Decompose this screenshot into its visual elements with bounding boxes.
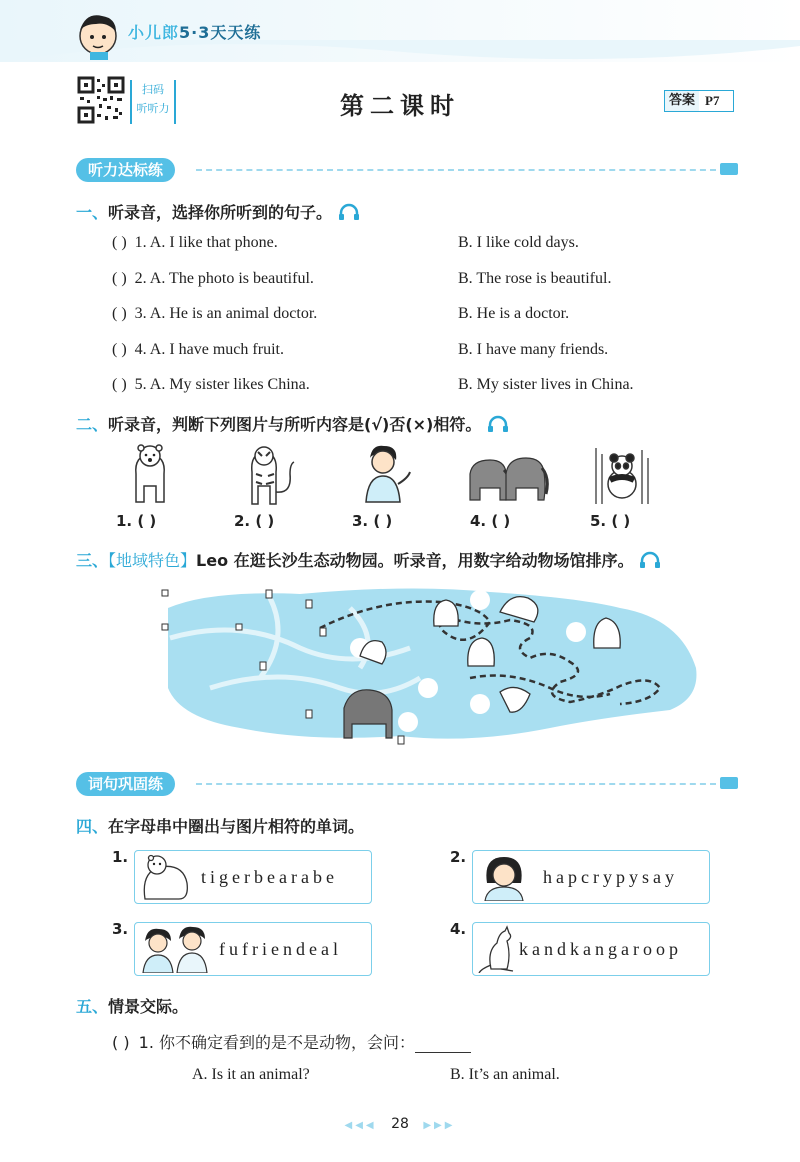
zoo-map <box>150 578 710 748</box>
elephant-icon <box>466 452 550 504</box>
section-banner-vocab: 词句巩固练 <box>76 772 740 796</box>
bear-icon <box>126 442 174 506</box>
q4-number-3: 3. <box>112 920 129 938</box>
headphones-icon[interactable] <box>639 551 661 569</box>
page-number: 28 <box>391 1116 409 1132</box>
q2-item-1[interactable]: 1. ( ) <box>116 512 157 530</box>
question-3-title: 三、【地域特色】Leo 在逛长沙生态动物园。听录音，用数字给动物场馆排序。 <box>76 548 661 571</box>
q2-item-2[interactable]: 2. ( ) <box>234 512 275 530</box>
q5-option-a: A. Is it an animal? <box>192 1066 310 1083</box>
friends-icon <box>139 925 215 973</box>
mascot-icon <box>72 8 124 60</box>
answer-blank[interactable]: ( ) <box>112 1033 130 1052</box>
q1-row-2-b: B. The rose is beautiful. <box>458 270 612 287</box>
q4-box-3[interactable]: fufriendeal <box>134 922 372 976</box>
q5-row-1: ( ) 1. 你不确定看到的是不是动物，会问： <box>112 1030 471 1053</box>
footer-dots-left-icon: ◀◀◀ <box>344 1120 377 1131</box>
q2-item-3[interactable]: 3. ( ) <box>352 512 393 530</box>
girl-icon <box>479 853 529 901</box>
q2-item-4[interactable]: 4. ( ) <box>470 512 511 530</box>
q1-row-5-b: B. My sister lives in China. <box>458 376 634 393</box>
q4-box-4[interactable]: kandkangaroop <box>472 922 710 976</box>
footer-dots-right-icon: ▶▶▶ <box>423 1120 456 1131</box>
q2-item-5[interactable]: 5. ( ) <box>590 512 631 530</box>
panda-icon <box>592 444 650 506</box>
q1-row-1: ( ) 1. A. I like that phone. <box>112 234 278 251</box>
headphones-icon[interactable] <box>487 415 509 433</box>
section-banner-listening: 听力达标练 <box>76 158 740 182</box>
answer-line[interactable] <box>415 1036 471 1053</box>
qr-code-icon[interactable] <box>77 76 125 124</box>
page-title: 第二课时 <box>340 92 460 120</box>
q4-number-4: 4. <box>450 920 467 938</box>
answer-blank[interactable]: ( ) <box>112 270 127 287</box>
q1-row-3-b: B. He is a doctor. <box>458 305 570 322</box>
answer-blank[interactable]: ( ) <box>112 376 127 393</box>
q1-row-1-b: B. I like cold days. <box>458 234 579 251</box>
answer-blank[interactable]: ( ) <box>112 305 127 322</box>
q1-row-4-b: B. I have many friends. <box>458 341 609 358</box>
q5-option-b: B. It’s an animal. <box>450 1066 560 1083</box>
question-5-title: 五、情景交际。 <box>76 997 189 1016</box>
question-2-title: 二、听录音，判断下列图片与所听内容是(√)否(×)相符。 <box>76 412 509 435</box>
scan-listen-label: 扫码 听听力 <box>130 80 176 124</box>
bear-icon <box>139 853 191 901</box>
q4-box-2[interactable]: hapcrypysay <box>472 850 710 904</box>
answer-blank[interactable]: ( ) <box>112 341 127 358</box>
q1-row-4: ( ) 4. A. I have much fruit. <box>112 341 284 358</box>
question-1-title: 一、听录音，选择你所听到的句子。 <box>76 200 360 223</box>
q4-box-1[interactable]: tigerbearabe <box>134 850 372 904</box>
kangaroo-icon <box>477 925 521 973</box>
brand-title: 小儿郎5·3天天练 <box>128 23 262 42</box>
q1-row-5: ( ) 5. A. My sister likes China. <box>112 376 310 393</box>
q1-row-2: ( ) 2. A. The photo is beautiful. <box>112 270 314 287</box>
tiger-icon <box>244 444 298 506</box>
question-4-title: 四、在字母串中圈出与图片相符的单词。 <box>76 817 365 836</box>
answer-badge[interactable]: 答案 P7 <box>664 90 734 112</box>
page-footer <box>0 1116 800 1132</box>
answer-blank[interactable]: ( ) <box>112 234 127 251</box>
q4-number-1: 1. <box>112 848 129 866</box>
q4-number-2: 2. <box>450 848 467 866</box>
boy-icon <box>362 444 414 504</box>
headphones-icon[interactable] <box>338 203 360 221</box>
q1-row-3: ( ) 3. A. He is an animal doctor. <box>112 305 318 322</box>
